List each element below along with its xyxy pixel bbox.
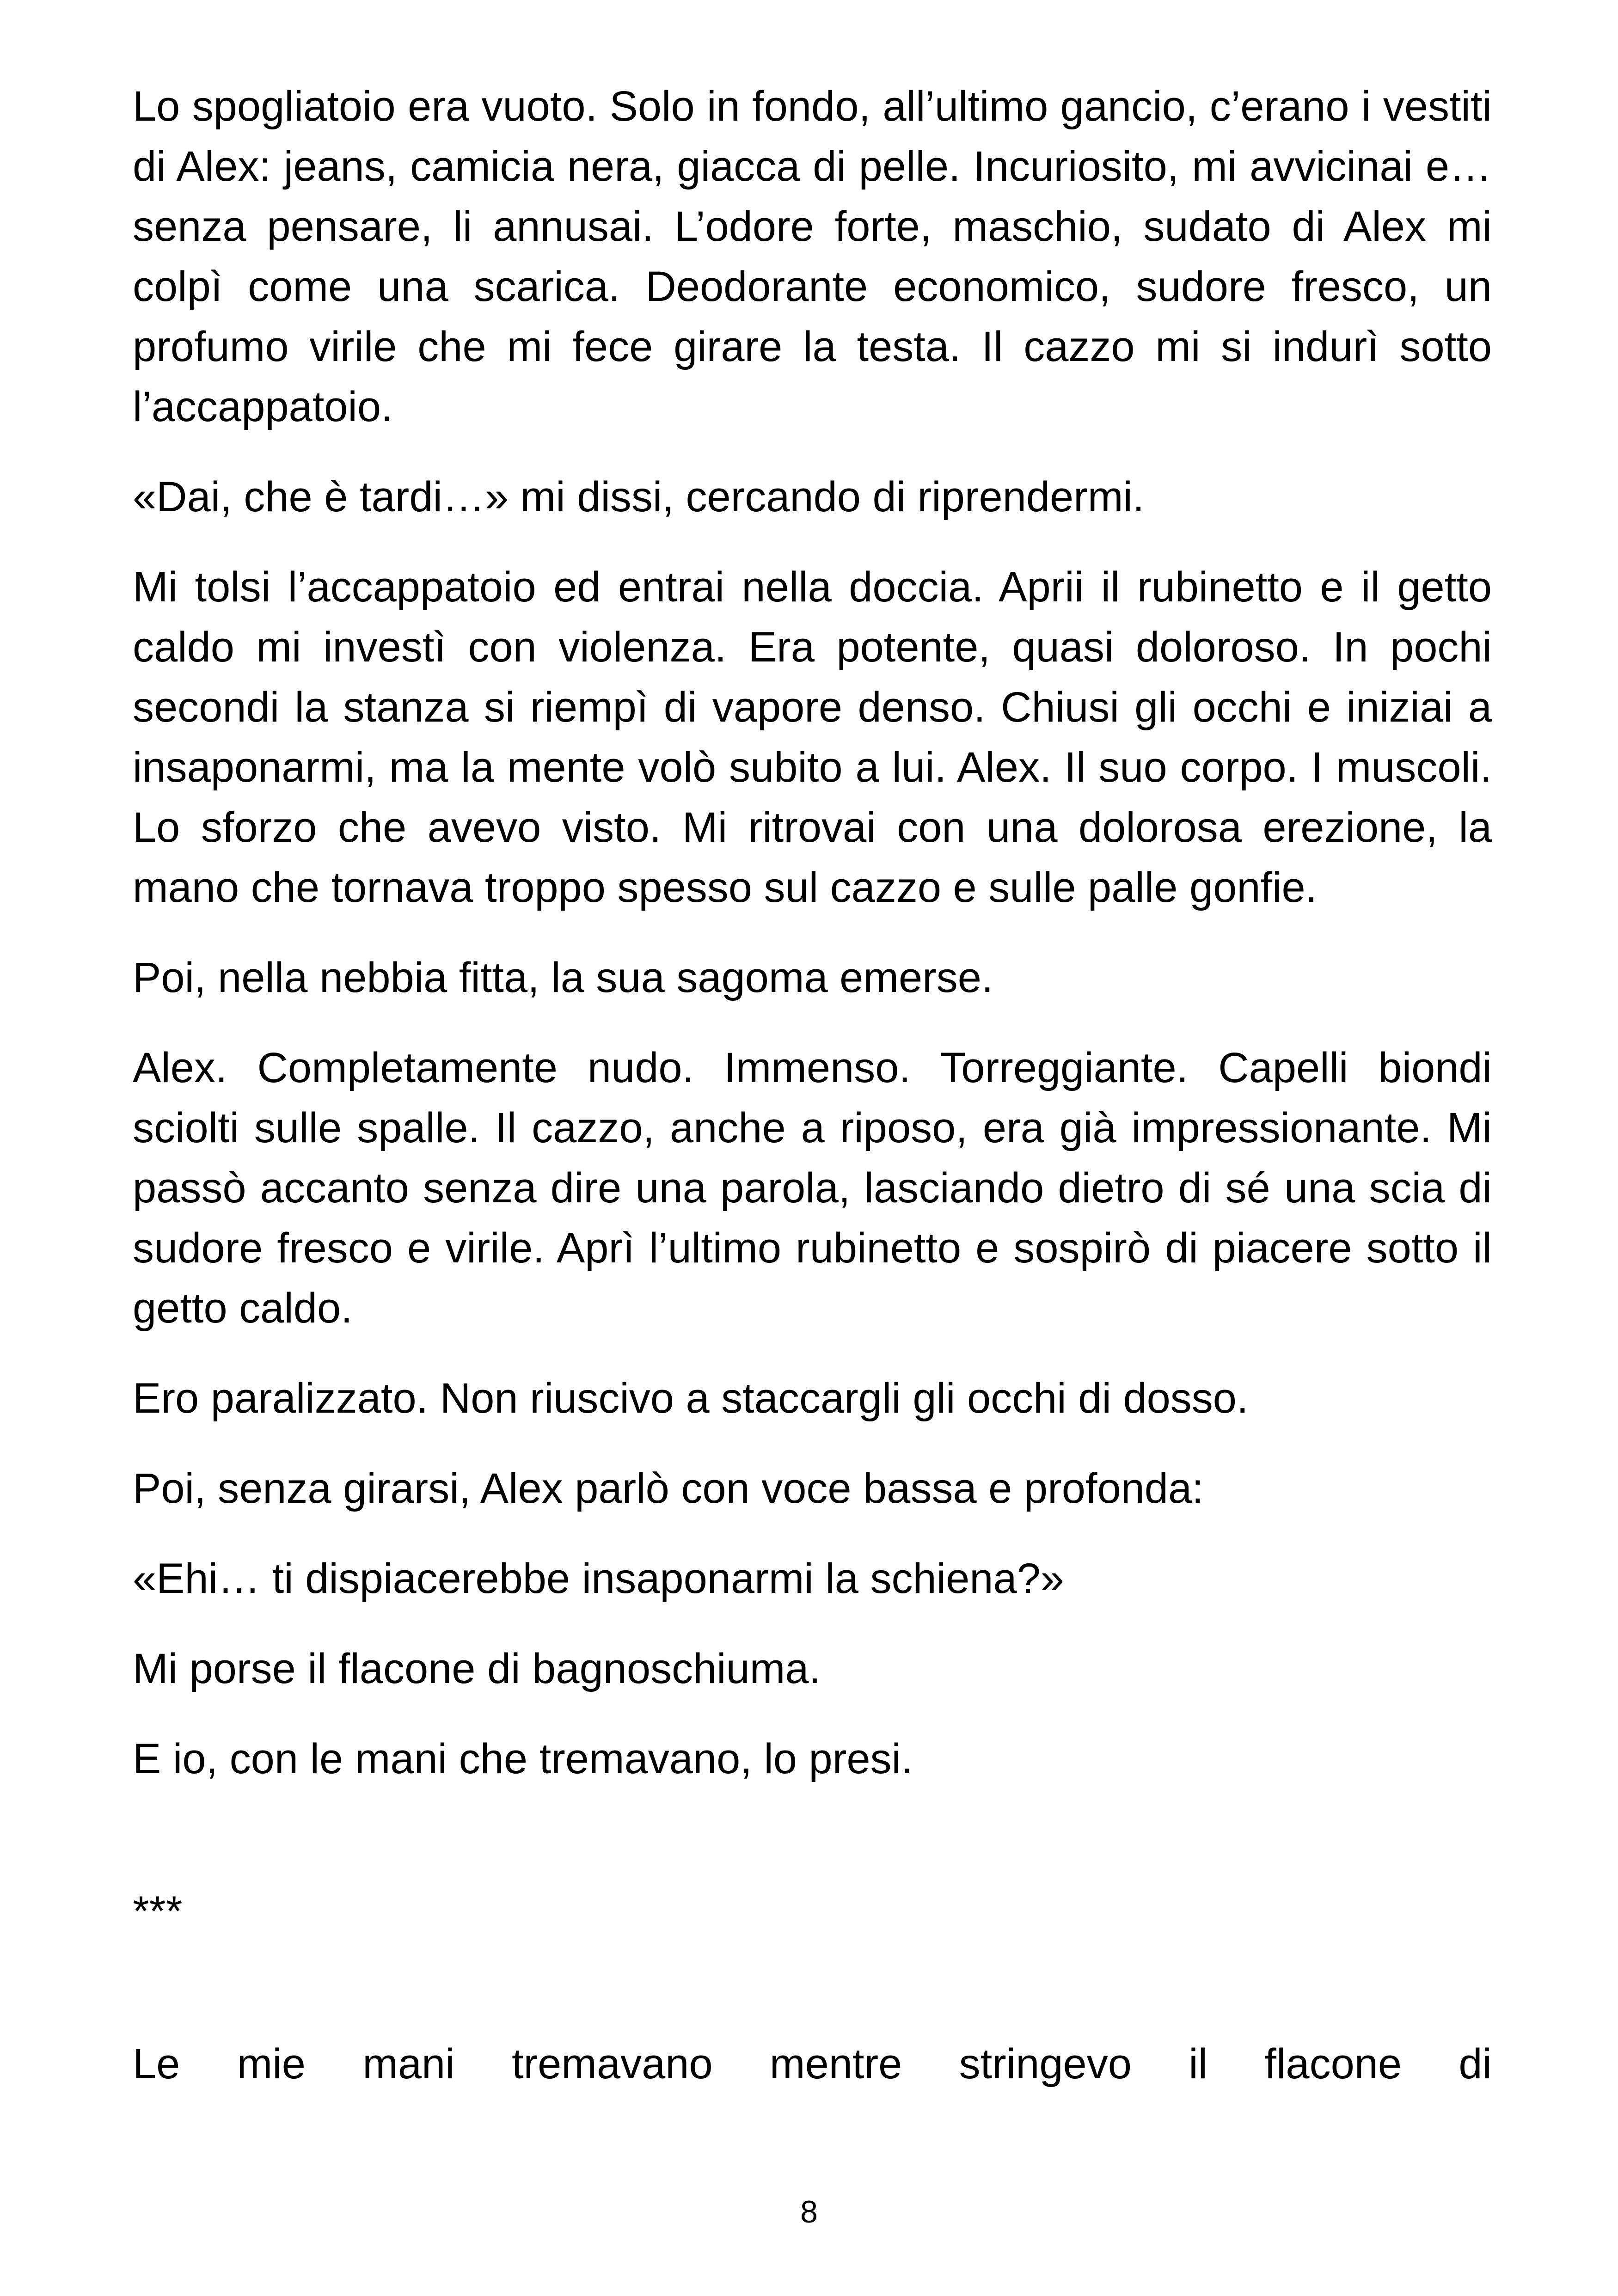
section-separator: ***: [133, 1888, 183, 1935]
paragraph: Poi, senza girarsi, Alex parlò con voce bassa e profonda:: [133, 1465, 1204, 1512]
paragraph-continued: Le mie mani tremavano mentre stringevo il flacone di: [133, 2040, 1492, 2088]
paragraph: «Dai, che è tardi…» mi dissi, cercando di riprendermi.: [133, 473, 1145, 520]
paragraph: «Ehi… ti dispiacerebbe insaponarmi la schiena?»: [133, 1555, 1064, 1602]
paragraph: Mi tolsi l’accappatoio ed entrai nella doccia. Aprii il rubinetto e il getto caldo mi investì con violenza. Era potente, quasi doloroso. In pochi secondi la stanza si riempì di vapore denso. Chiusi gli occhi e iniziai a insaponarmi, ma la mente volò subito a lui. Alex. Il suo corpo. I muscoli. Lo sforzo che avevo visto. Mi ritrovai con una dolorosa erezione, la mano che tornava troppo spesso sul cazzo e sulle palle gonfie.: [133, 563, 1492, 911]
paragraph: Alex. Completamente nudo. Immenso. Torreggiante. Capelli biondi sciolti sulle spalle. Il cazzo, anche a riposo, era già impressionante. Mi passò accanto senza dire una parola, lasciando dietro di sé una scia di sudore fresco e virile. Aprì l’ultimo rubinetto e sospirò di piacere sotto il getto caldo.: [133, 1044, 1492, 1332]
paragraph: Ero paralizzato. Non riuscivo a staccargli gli occhi di dosso.: [133, 1375, 1249, 1422]
paragraph: E io, con le mani che tremavano, lo presi.: [133, 1735, 913, 1782]
body-text: [133, 76, 1492, 2094]
page-number: 8: [800, 2194, 818, 2229]
paragraph: Poi, nella nebbia fitta, la sua sagoma emerse.: [133, 954, 993, 1001]
paragraph: Mi porse il flacone di bagnoschiuma.: [133, 1645, 821, 1692]
paragraph: Lo spogliatoio era vuoto. Solo in fondo, all’ultimo gancio, c’erano i vestiti di Alex: jeans, camicia nera, giacca di pelle. Incuriosito, mi avvicinai e… senza pensare, li annusai. L’odore forte, maschio, sudato di Alex mi colpì come una scarica. Deodorante economico, sudore fresco, un profumo virile che mi fece girare la testa. Il cazzo mi si indurì sotto l’accappatoio.: [133, 83, 1492, 430]
